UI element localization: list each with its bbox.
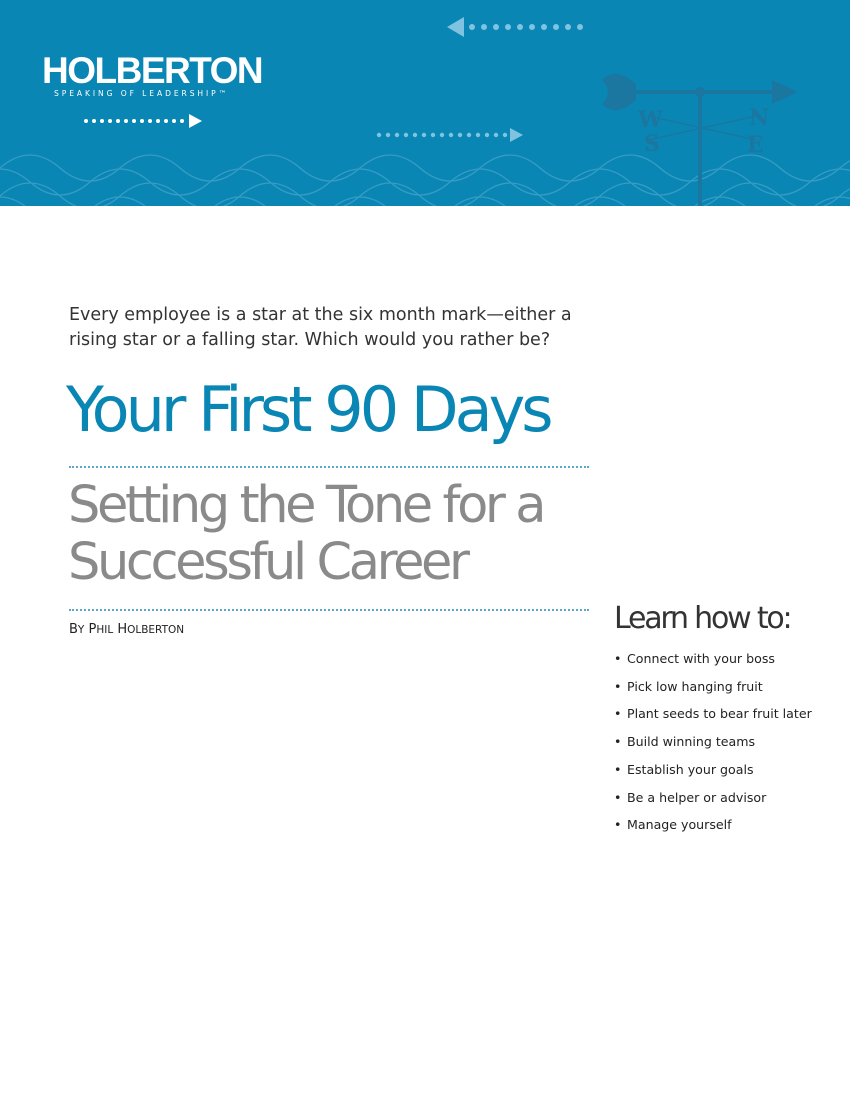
- logo-tagline: SPEAKING OF LEADERSHIP™: [54, 89, 230, 98]
- sidebar-heading: Learn how to:: [614, 601, 791, 636]
- list-item: • Pick low hanging fruit: [614, 673, 834, 701]
- header-banner: [0, 0, 850, 206]
- page-title: Your First 90 Days: [66, 373, 550, 446]
- bullet-icon: •: [614, 761, 622, 777]
- bullet-icon: •: [614, 678, 622, 694]
- wave-pattern: [0, 155, 850, 206]
- list-item: • Connect with your boss: [614, 645, 834, 673]
- bullet-icon: •: [614, 789, 622, 805]
- dotted-arrow-left-icon: [447, 17, 583, 37]
- title-divider-bottom: [69, 609, 589, 611]
- holberton-logo: [42, 52, 292, 98]
- banner-decoration: [0, 0, 850, 206]
- weather-vane-icon: [602, 74, 798, 206]
- list-item: • Establish your goals: [614, 756, 834, 784]
- dotted-arrow-right-icon: [377, 128, 523, 142]
- page-subtitle: Setting the Tone for a Successful Career: [68, 476, 544, 592]
- compass-letter-s: S: [644, 131, 660, 157]
- intro-text: Every employee is a star at the six month mark—either a rising star or a falling star. Which would you rather be?: [69, 305, 572, 350]
- bullet-icon: •: [614, 734, 622, 750]
- dotted-arrow-right-icon: [84, 114, 202, 128]
- title-divider-top: [69, 466, 589, 468]
- list-item: • Plant seeds to bear fruit later: [614, 700, 834, 728]
- bullet-icon: •: [614, 651, 622, 666]
- list-item: • Manage yourself: [614, 811, 834, 839]
- list-item: • Be a helper or advisor: [614, 784, 834, 812]
- logo-wordmark: HOLBERTON: [42, 50, 263, 91]
- bullet-icon: •: [614, 817, 622, 833]
- list-item: • Build winning teams: [614, 728, 834, 756]
- bullet-icon: •: [614, 706, 622, 722]
- author-byline: BY PHIL HOLBERTON: [69, 622, 185, 637]
- learn-list: [614, 645, 834, 839]
- compass-letter-w: W: [638, 107, 663, 133]
- learn-sidebar: [614, 598, 834, 839]
- compass-letter-e: E: [747, 132, 764, 158]
- compass-letter-n: N: [749, 105, 770, 131]
